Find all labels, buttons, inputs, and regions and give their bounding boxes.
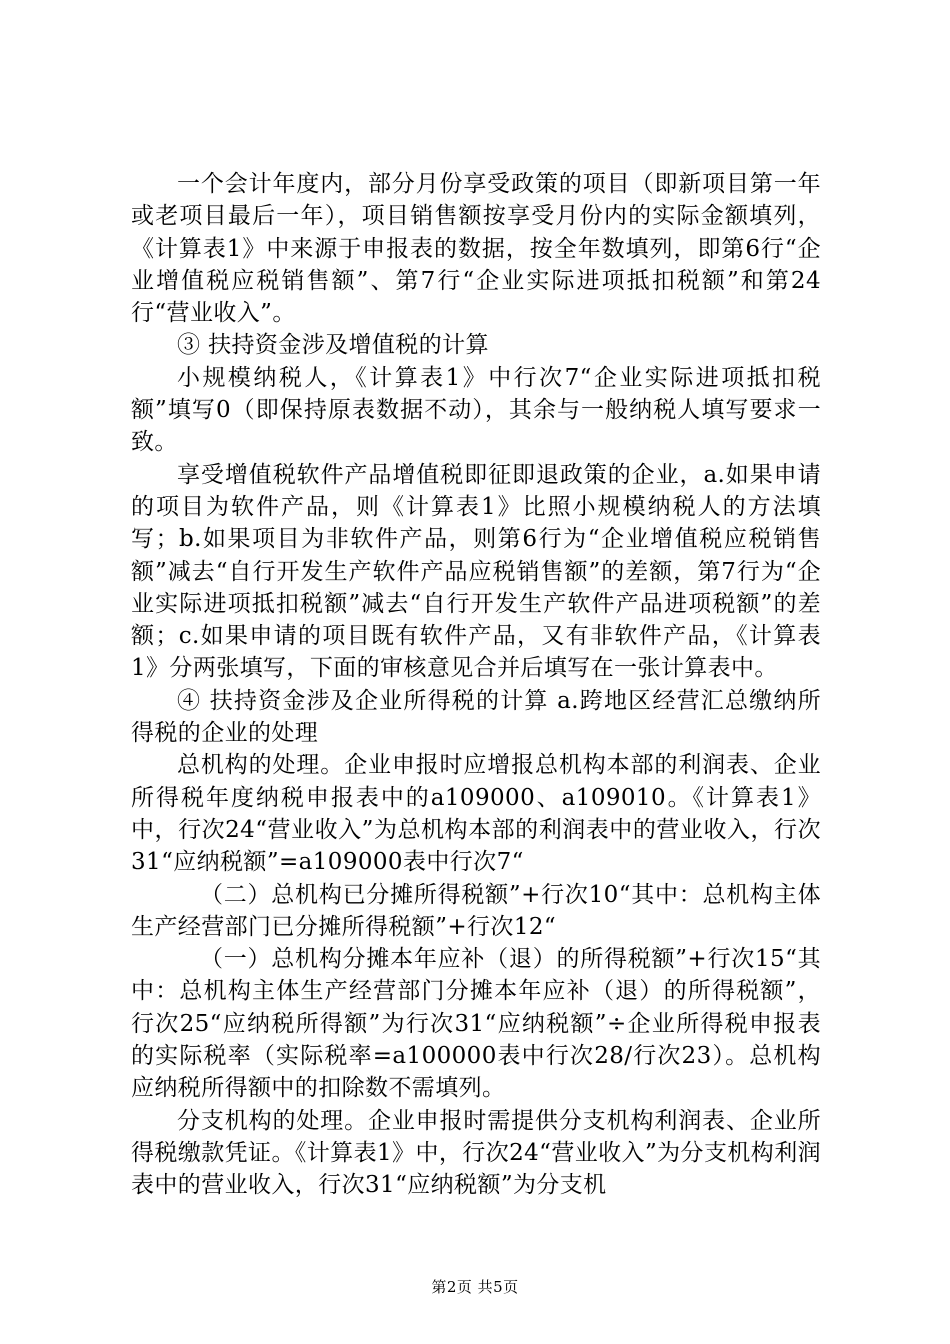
paragraph-software-vat: 享受增值税软件产品增值税即征即退政策的企业，a.如果申请的项目为软件产品，则《计算表1》比照小规模纳税人的方法填写；b.如果项目为非软件产品，则第6行为“企业增值税应税销售额”减去“自行开发生产软件产品应税销售额”的差额，第7行为“企业实际进项抵扣税额”减去“自行开发生产软件产品进项税额”的差额；c.如果申请的项目既有软件产品，又有非软件产品，《计算表1》分两张填写，下面的审核意见合并后填写在一张计算表中。 xyxy=(131,461,821,682)
paragraph-accounting-year: 一个会计年度内，部分月份享受政策的项目（即新项目第一年或老项目最后一年），项目销售额按享受月份内的实际金额填列，《计算表1》中来源于申报表的数据，按全年数填列，即第6行“企业增值税应税销售额”、第7行“企业实际进项抵扣税额”和第24行“营业收入”。 xyxy=(131,171,821,327)
heading-vat-calculation: ③ 扶持资金涉及增值税的计算 xyxy=(177,332,489,359)
paragraph-head-office-allocated: （二）总机构已分摊所得税额”+行次10“其中：总机构主体生产经营部门已分摊所得税额”+行次12“ xyxy=(131,881,821,940)
heading-income-tax-calculation: ④ 扶持资金涉及企业所得税的计算 a.跨地区经营汇总缴纳所得税的企业的处理 xyxy=(131,687,821,747)
paragraph-branch-office: 分支机构的处理。企业申报时需提供分支机构利润表、企业所得税缴款凭证。《计算表1》中，行次24“营业收入”为分支机构利润表中的营业收入，行次31“应纳税额”为分支机 xyxy=(131,1107,821,1199)
paragraph-head-office-supplement: （一）总机构分摊本年应补（退）的所得税额”+行次15“其中：总机构主体生产经营部门分摊本年应补（退）的所得税额”，行次25“应纳税所得额”为行次31“应纳税额”÷企业所得税申报表的实际税率（实际税率=a100000表中行次28/行次23）。总机构应纳税所得额中的扣除数不需填列。 xyxy=(131,946,821,1102)
paragraph-small-taxpayer: 小规模纳税人，《计算表1》中行次7“企业实际进项抵扣税额”填写0（即保持原表数据不动），其余与一般纳税人填写要求一致。 xyxy=(131,364,821,456)
page-number-footer: 第2页 共5页 xyxy=(431,1278,519,1296)
paragraph-head-office: 总机构的处理。企业申报时应增报总机构本部的利润表、企业所得税年度纳税申报表中的a109000、a109010。《计算表1》中，行次24“营业收入”为总机构本部的利润表中的营业收入，行次31“应纳税额”=a109000表中行次7“ xyxy=(131,752,821,876)
document-body xyxy=(131,168,821,1202)
